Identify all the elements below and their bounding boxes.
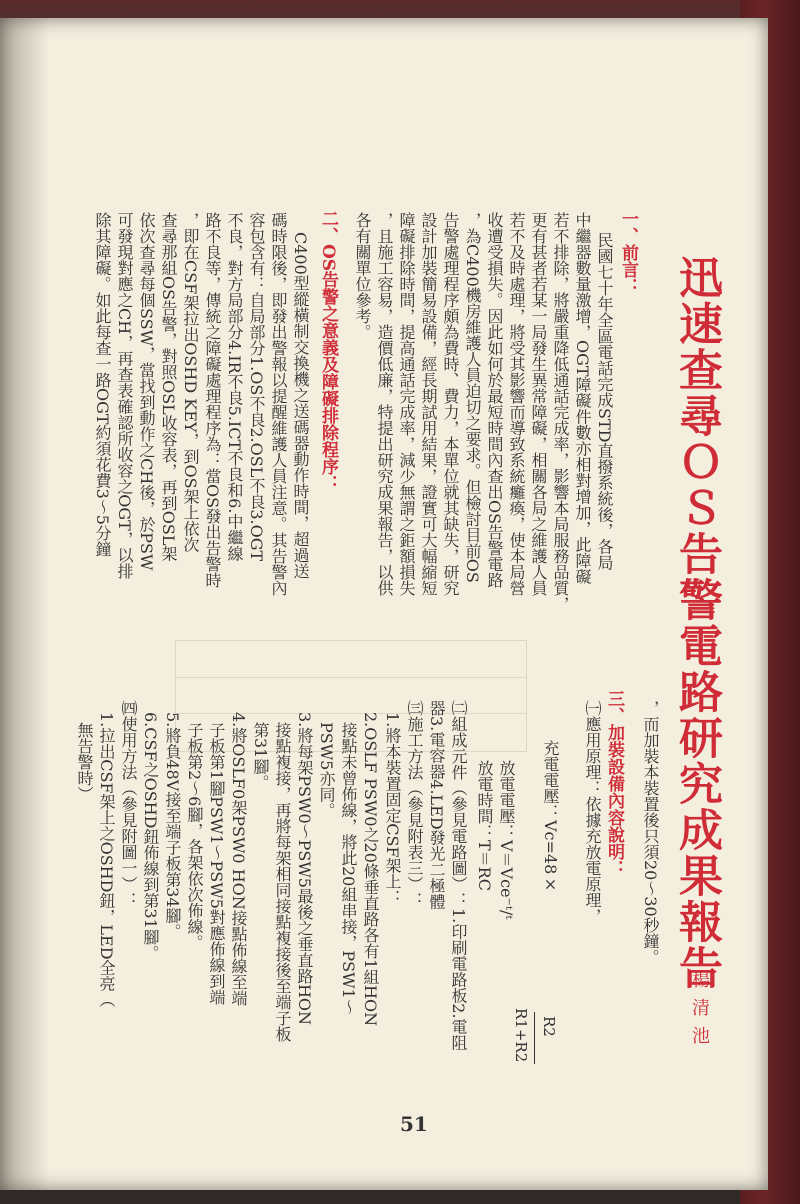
fraction-numerator: R2 <box>540 1016 558 1037</box>
text-line: 查尋那組OS告警，對照OSL收容表，再到OSL架 <box>159 212 178 562</box>
step-line: 接點未曾佈線，將此20組串接，PSW1～ <box>339 722 358 1015</box>
text-line: 各有關單位參考。 <box>353 212 372 340</box>
components-line: 器3.電容器4.LED發光二極體 <box>427 700 446 910</box>
text-line: 依次查尋每個SSW，當找到動作之CH後，於PSW <box>137 212 156 571</box>
text-line: ，而加裝本裝置後只須20～30秒鐘。 <box>641 700 660 965</box>
step-line: 接點複接，再將每架相同接點複接後至端子板 <box>273 722 292 1042</box>
text-line: C400型縱橫制交換機之送碼器動作時間，超過送 <box>291 232 310 579</box>
fraction-bar <box>534 1012 535 1064</box>
text-line: 障礙排除時間，提高通話完成率，減少無謂之鉅額損失 <box>397 212 416 596</box>
step-line: PSW5亦同。 <box>317 722 336 819</box>
principle-line: ㈠應用原理：依據充放電原理， <box>583 700 602 924</box>
text-line: 收遭受損失。因此如何於最短時間內查出OS告警電路 <box>485 212 504 589</box>
usage-line: 無告警時） <box>75 722 94 802</box>
discharge-time-formula: 放電時間：T＝RC <box>475 760 494 891</box>
text-line: ，即在CSF架拉出OSHD KEY，到OS架上依次 <box>181 212 200 553</box>
author-name: 楊清池 <box>689 970 710 1054</box>
method-line: ㈢施工方法（參見附表三）： <box>405 700 424 908</box>
text-line: 更有甚者若某一局發生異常障礙，相關各局之維護人員 <box>529 212 548 596</box>
fraction-denominator: R1+R2 <box>512 1008 530 1063</box>
text-line: 不良，對方局部分4.IR不良5.ICT不良和6.中繼線 <box>225 212 244 562</box>
components-line: ㈡組成元件（參見電路圖）：1.印刷電路板2.電阻 <box>449 700 468 1051</box>
text-line: 容包含有：自局部分1.OS不良2.OSL不良3.OGT <box>247 212 266 562</box>
text-line: 告警處理程序頗為費時、費力，本單位就其缺失，研究 <box>441 212 460 596</box>
step-line: 第31腳。 <box>251 722 270 791</box>
section-heading-3: 三、加裝設備內容說明： <box>604 690 624 877</box>
text-line: 民國七十年全區電話完成STD直撥系統後，各局 <box>595 232 614 571</box>
text-line: 若不及時處理，將受其影響而導致系統癱瘓，使本局營 <box>507 212 526 596</box>
text-line: 若不排除，將嚴重降低通話完成率，影響本局服務品質， <box>551 212 570 612</box>
text-line: ，且施工容易，造價低廉，特提出研究成果報告，以供 <box>375 212 394 596</box>
text-line: 除其障礙。如此每查一路OGT約須花費3～5分鐘 <box>93 212 112 557</box>
step-line: 2.OSLF PSW0之20條垂直路各有1組HON <box>361 712 380 1027</box>
step-line: 3.將每架PSW0～PSW5最後之垂直路HON <box>295 712 314 1026</box>
page-number: 51 <box>400 1112 428 1136</box>
discharge-voltage-formula: 放電電壓：V＝Vce⁻ᵗ/ᵗ <box>497 760 516 920</box>
text-line: 路不良等，傳統之障礙處理程序為：當OS發出告警時 <box>203 212 222 589</box>
step-line: 子板第2～6腳，各架依次佈線。 <box>185 722 204 951</box>
text-line: 中繼器數量激增，OGT障礙件數亦相對增加，此障礙 <box>573 212 592 585</box>
text-line: 碼時限後，即發出警報以提醒維護人員注意。其告警內 <box>269 212 288 596</box>
charge-voltage-formula: 充電電壓：Vc=48× <box>541 740 560 894</box>
document-page <box>0 18 768 1190</box>
step-line: 子板第1腳PSW1～PSW5對應佈線到端 <box>207 722 226 1005</box>
usage-line: ㈣使用方法（參見附圖一）： <box>119 700 138 908</box>
text-line: 可發現對應之CH，再查表確認所收容之OGT，以排 <box>115 212 134 579</box>
step-line: 4.將OSLF0架PSW0 HON接點佈線至端 <box>229 712 248 1006</box>
section-heading-1: 一、前言： <box>618 210 638 295</box>
step-line: 5.將負48V接至端子板第34腳。 <box>163 712 182 940</box>
section-heading-2: 二、OS告警之意義及障礙排除程序： <box>318 210 338 493</box>
document-title: 迅速查尋ＯＳ告警電路研究成果報告 <box>671 255 722 991</box>
usage-line: 1.拉出CSF架上之OSHD鈕，LED全亮（ <box>97 712 116 1008</box>
text-line: 設計加裝簡易設備，經長期試用結果，證實可大幅縮短 <box>419 212 438 596</box>
page-gutter-shadow <box>0 18 50 1190</box>
text-line: ，為C400機房維護人員迫切之要求。但檢討目前OS <box>463 212 482 583</box>
step-line: 1.將本裝置固定CSF架上： <box>383 712 402 906</box>
step-line: 6.CSF之OSHD鈕佈線到第31腳。 <box>141 712 160 961</box>
